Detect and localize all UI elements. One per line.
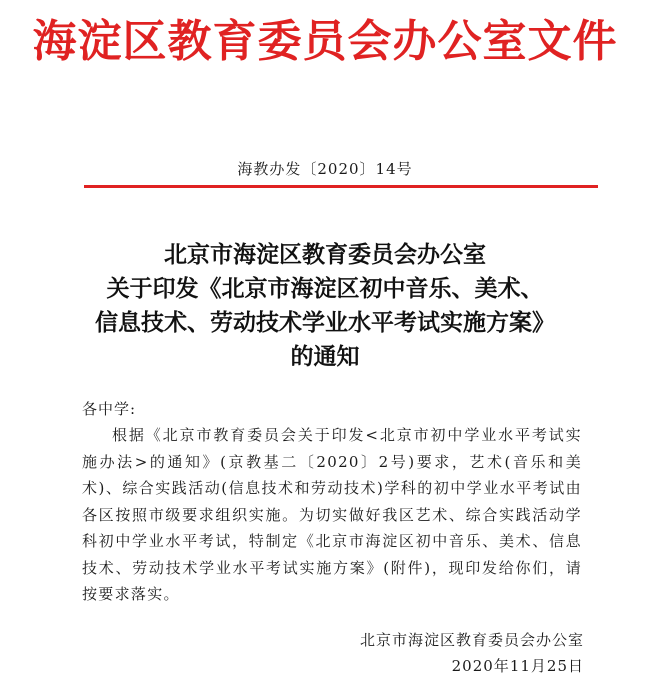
document-number: 海教办发〔2020〕14号 bbox=[237, 160, 413, 178]
notice-title-line: 关于印发《北京市海淀区初中音乐、美术、 bbox=[106, 275, 544, 302]
notice-title-line: 北京市海淀区教育委员会办公室 bbox=[164, 241, 486, 268]
notice-title-line: 的通知 bbox=[290, 343, 360, 370]
issue-date: 2020年11月25日 bbox=[451, 657, 584, 675]
signature-block bbox=[360, 627, 584, 679]
issuer-name: 北京市海淀区教育委员会办公室 bbox=[359, 631, 584, 649]
document-header-title: 海淀区教育委员会办公室文件 bbox=[32, 16, 618, 67]
red-divider-line bbox=[84, 185, 598, 188]
notice-title-line: 信息技术、劳动技术学业水平考试实施方案》 bbox=[95, 309, 555, 336]
notice-body-paragraph: 根据《北京市教育委员会关于印发<北京市初中学业水平考试实施办法>的通知》(京教基二〔2020〕2号)要求，艺术(音乐和美术)、综合实践活动(信息技术和劳动技术)学科的初中学业水平考试由各区按照市级要求组织实施。为切实做好我区艺术、综合实践活动学科初中学业水平考试，特制定《北京市海淀区初中音乐、美术、信息技术、劳动技术学业水平考试实施方案》(附件)，现印发给你们，请按要求落实。 bbox=[82, 426, 582, 603]
salutation: 各中学: bbox=[82, 400, 137, 418]
notice-title bbox=[0, 238, 650, 374]
